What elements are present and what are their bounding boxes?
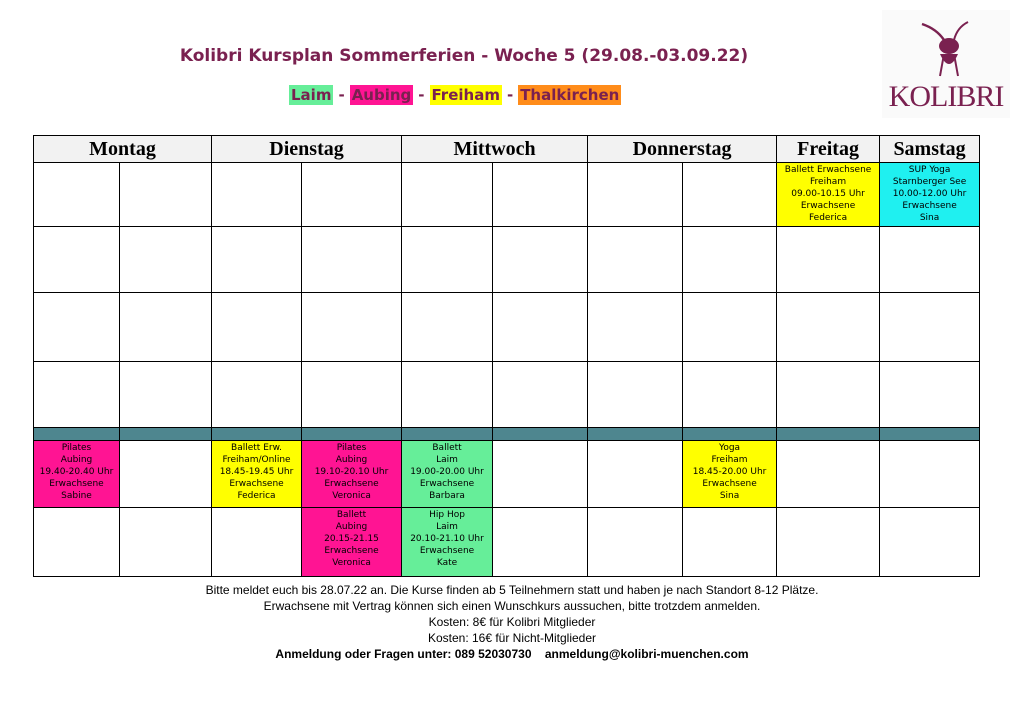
course-line: SUP Yoga <box>908 165 951 175</box>
divider-cell <box>120 428 212 441</box>
empty-cell <box>493 163 588 227</box>
legend-freiham: Freiham <box>431 86 500 104</box>
empty-cell <box>777 508 880 577</box>
course-line: Ballett <box>336 510 367 520</box>
empty-cell <box>120 441 212 508</box>
empty-cell <box>777 293 880 362</box>
empty-cell <box>588 293 683 362</box>
price-members: Kosten: 8€ für Kolibri Mitglieder <box>428 615 596 629</box>
divider-cell <box>683 428 777 441</box>
empty-cell <box>302 163 402 227</box>
empty-cell <box>683 508 777 577</box>
course-line: Ballett Erw. <box>231 443 282 453</box>
course-line: 19.40-20.40 Uhr <box>39 467 114 477</box>
course-entry <box>402 441 492 502</box>
day-header-mittwoch: Mittwoch <box>402 136 588 163</box>
empty-cell <box>777 227 880 293</box>
course-cell <box>212 441 302 508</box>
empty-cell <box>212 163 302 227</box>
empty-cell <box>683 163 777 227</box>
legend-laim: Laim <box>291 86 332 104</box>
table-row <box>34 163 980 227</box>
course-line: Erwachsene <box>902 201 957 211</box>
course-line: Ballett Erwachsene <box>784 165 872 175</box>
course-entry <box>212 441 301 502</box>
day-header-dienstag: Dienstag <box>212 136 402 163</box>
empty-cell <box>683 293 777 362</box>
divider-cell <box>402 428 493 441</box>
empty-cell <box>588 227 683 293</box>
day-header-donnerstag: Donnerstag <box>588 136 777 163</box>
course-line: Erwachsene <box>49 479 104 489</box>
course-line: Erwachsene <box>702 479 757 489</box>
contact-phone: Anmeldung oder Fragen unter: 089 52030730 <box>275 647 532 661</box>
empty-cell <box>880 441 980 508</box>
empty-cell <box>493 362 588 428</box>
empty-cell <box>212 362 302 428</box>
kolibri-logo <box>882 10 1010 118</box>
course-line: Erwachsene <box>229 479 284 489</box>
course-cell <box>683 441 777 508</box>
course-line: 10.00-12.00 Uhr <box>892 189 967 199</box>
course-line: Federica <box>808 213 848 223</box>
empty-cell <box>588 163 683 227</box>
course-line: Erwachsene <box>419 479 475 489</box>
empty-cell <box>683 362 777 428</box>
course-line: Freiham <box>810 177 847 187</box>
empty-cell <box>402 227 493 293</box>
empty-cell <box>302 362 402 428</box>
empty-cell <box>34 508 120 577</box>
day-header-samstag: Samstag <box>880 136 980 163</box>
course-line: Aubing <box>335 455 368 465</box>
course-line: Federica <box>237 491 276 501</box>
legend-thalkirchen: Thalkirchen <box>520 86 620 104</box>
course-line: 18.45-20.00 Uhr <box>692 467 767 477</box>
empty-cell <box>120 163 212 227</box>
empty-cell <box>777 441 880 508</box>
course-line: Kate <box>436 558 458 568</box>
course-cell <box>402 508 493 577</box>
price-non-members: Kosten: 16€ für Nicht-Mitglieder <box>427 631 597 645</box>
day-header-montag: Montag <box>34 136 212 163</box>
course-line: 20.15-21.15 <box>324 534 379 544</box>
course-entry <box>402 508 492 569</box>
divider-cell <box>34 428 120 441</box>
course-line: Freiham/Online <box>222 455 291 465</box>
course-line: 18.45-19.45 Uhr <box>219 467 294 477</box>
empty-cell <box>34 163 120 227</box>
table-row <box>34 227 980 293</box>
course-line: 20.10-21.10 Uhr <box>410 534 484 544</box>
divider-cell <box>493 428 588 441</box>
course-line: Freiham <box>711 455 748 465</box>
course-line: Pilates <box>336 443 367 453</box>
legend-separator: - <box>338 86 345 104</box>
empty-cell <box>880 293 980 362</box>
course-entry <box>302 508 401 569</box>
registration-note: Bitte meldet euch bis 28.07.22 an. Die Kurse finden ab 5 Teilnehmern statt und haben je nach Standort 8-12 Plätze. <box>205 583 819 597</box>
course-entry <box>302 441 401 502</box>
course-line: Veronica <box>332 558 371 568</box>
divider-cell <box>588 428 683 441</box>
legend-aubing: Aubing <box>351 86 412 104</box>
empty-cell <box>880 362 980 428</box>
empty-cell <box>212 227 302 293</box>
divider-cell <box>880 428 980 441</box>
footer-notes <box>0 582 1024 662</box>
empty-cell <box>493 293 588 362</box>
empty-cell <box>493 508 588 577</box>
empty-cell <box>120 508 212 577</box>
divider-row <box>34 428 980 441</box>
empty-cell <box>212 508 302 577</box>
table-row <box>34 362 980 428</box>
divider-cell <box>302 428 402 441</box>
divider-cell <box>212 428 302 441</box>
course-line: Yoga <box>719 443 741 453</box>
course-line: Ballett <box>432 443 462 453</box>
empty-cell <box>212 293 302 362</box>
course-line: Sina <box>919 213 940 223</box>
table-row <box>34 508 980 577</box>
table-row <box>34 441 980 508</box>
empty-cell <box>493 227 588 293</box>
course-line: 19.00-20.00 Uhr <box>410 467 484 477</box>
course-cell <box>777 163 880 227</box>
course-line: Sina <box>719 491 740 501</box>
logo-wordmark: KOLIBRI <box>888 80 1004 113</box>
empty-cell <box>34 362 120 428</box>
course-cell <box>402 441 493 508</box>
course-entry <box>683 441 776 502</box>
course-line: 19.10-20.10 Uhr <box>314 467 389 477</box>
course-line: Starnberger See <box>892 177 967 187</box>
course-line: Laim <box>436 522 458 532</box>
page-title: Kolibri Kursplan Sommerferien - Woche 5 (29.08.-03.09.22) <box>179 46 749 66</box>
empty-cell <box>683 227 777 293</box>
course-line: Barbara <box>429 491 465 501</box>
empty-cell <box>588 362 683 428</box>
course-line: Veronica <box>332 491 371 501</box>
contact-email[interactable]: anmeldung@kolibri-muenchen.com <box>544 647 749 661</box>
course-line: Erwachsene <box>324 479 379 489</box>
empty-cell <box>120 293 212 362</box>
empty-cell <box>34 293 120 362</box>
course-line: Sabine <box>61 491 92 501</box>
empty-cell <box>588 508 683 577</box>
empty-cell <box>34 227 120 293</box>
empty-cell <box>302 293 402 362</box>
empty-cell <box>402 362 493 428</box>
course-line: Laim <box>436 455 458 465</box>
contact-line <box>0 646 1024 662</box>
course-cell <box>880 163 980 227</box>
course-line: Erwachsene <box>324 546 379 556</box>
course-entry <box>777 163 879 224</box>
course-line: Aubing <box>60 455 93 465</box>
empty-cell <box>880 508 980 577</box>
empty-cell <box>402 293 493 362</box>
empty-cell <box>880 227 980 293</box>
course-cell <box>302 441 402 508</box>
day-header-freitag: Freitag <box>777 136 880 163</box>
empty-cell <box>588 441 683 508</box>
location-legend <box>289 84 621 106</box>
course-cell <box>34 441 120 508</box>
course-line: 09.00-10.15 Uhr <box>791 189 865 199</box>
course-line: Pilates <box>61 443 92 453</box>
empty-cell <box>493 441 588 508</box>
course-entry <box>34 441 119 502</box>
day-header-row <box>34 136 980 163</box>
legend-separator: - <box>506 86 514 104</box>
course-line: Hip Hop <box>429 510 465 520</box>
empty-cell <box>777 362 880 428</box>
contract-note: Erwachsene mit Vertrag können sich einen Wunschkurs aussuchen, bitte trotzdem anmelden. <box>263 599 761 613</box>
empty-cell <box>402 163 493 227</box>
empty-cell <box>302 227 402 293</box>
empty-cell <box>120 362 212 428</box>
legend-separator: - <box>418 86 425 104</box>
course-line: Erwachsene <box>800 201 856 211</box>
empty-cell <box>120 227 212 293</box>
divider-cell <box>777 428 880 441</box>
course-cell <box>302 508 402 577</box>
course-line: Aubing <box>335 522 368 532</box>
course-schedule-table <box>33 135 980 577</box>
course-line: Erwachsene <box>419 546 475 556</box>
course-entry <box>880 163 979 224</box>
table-row <box>34 293 980 362</box>
